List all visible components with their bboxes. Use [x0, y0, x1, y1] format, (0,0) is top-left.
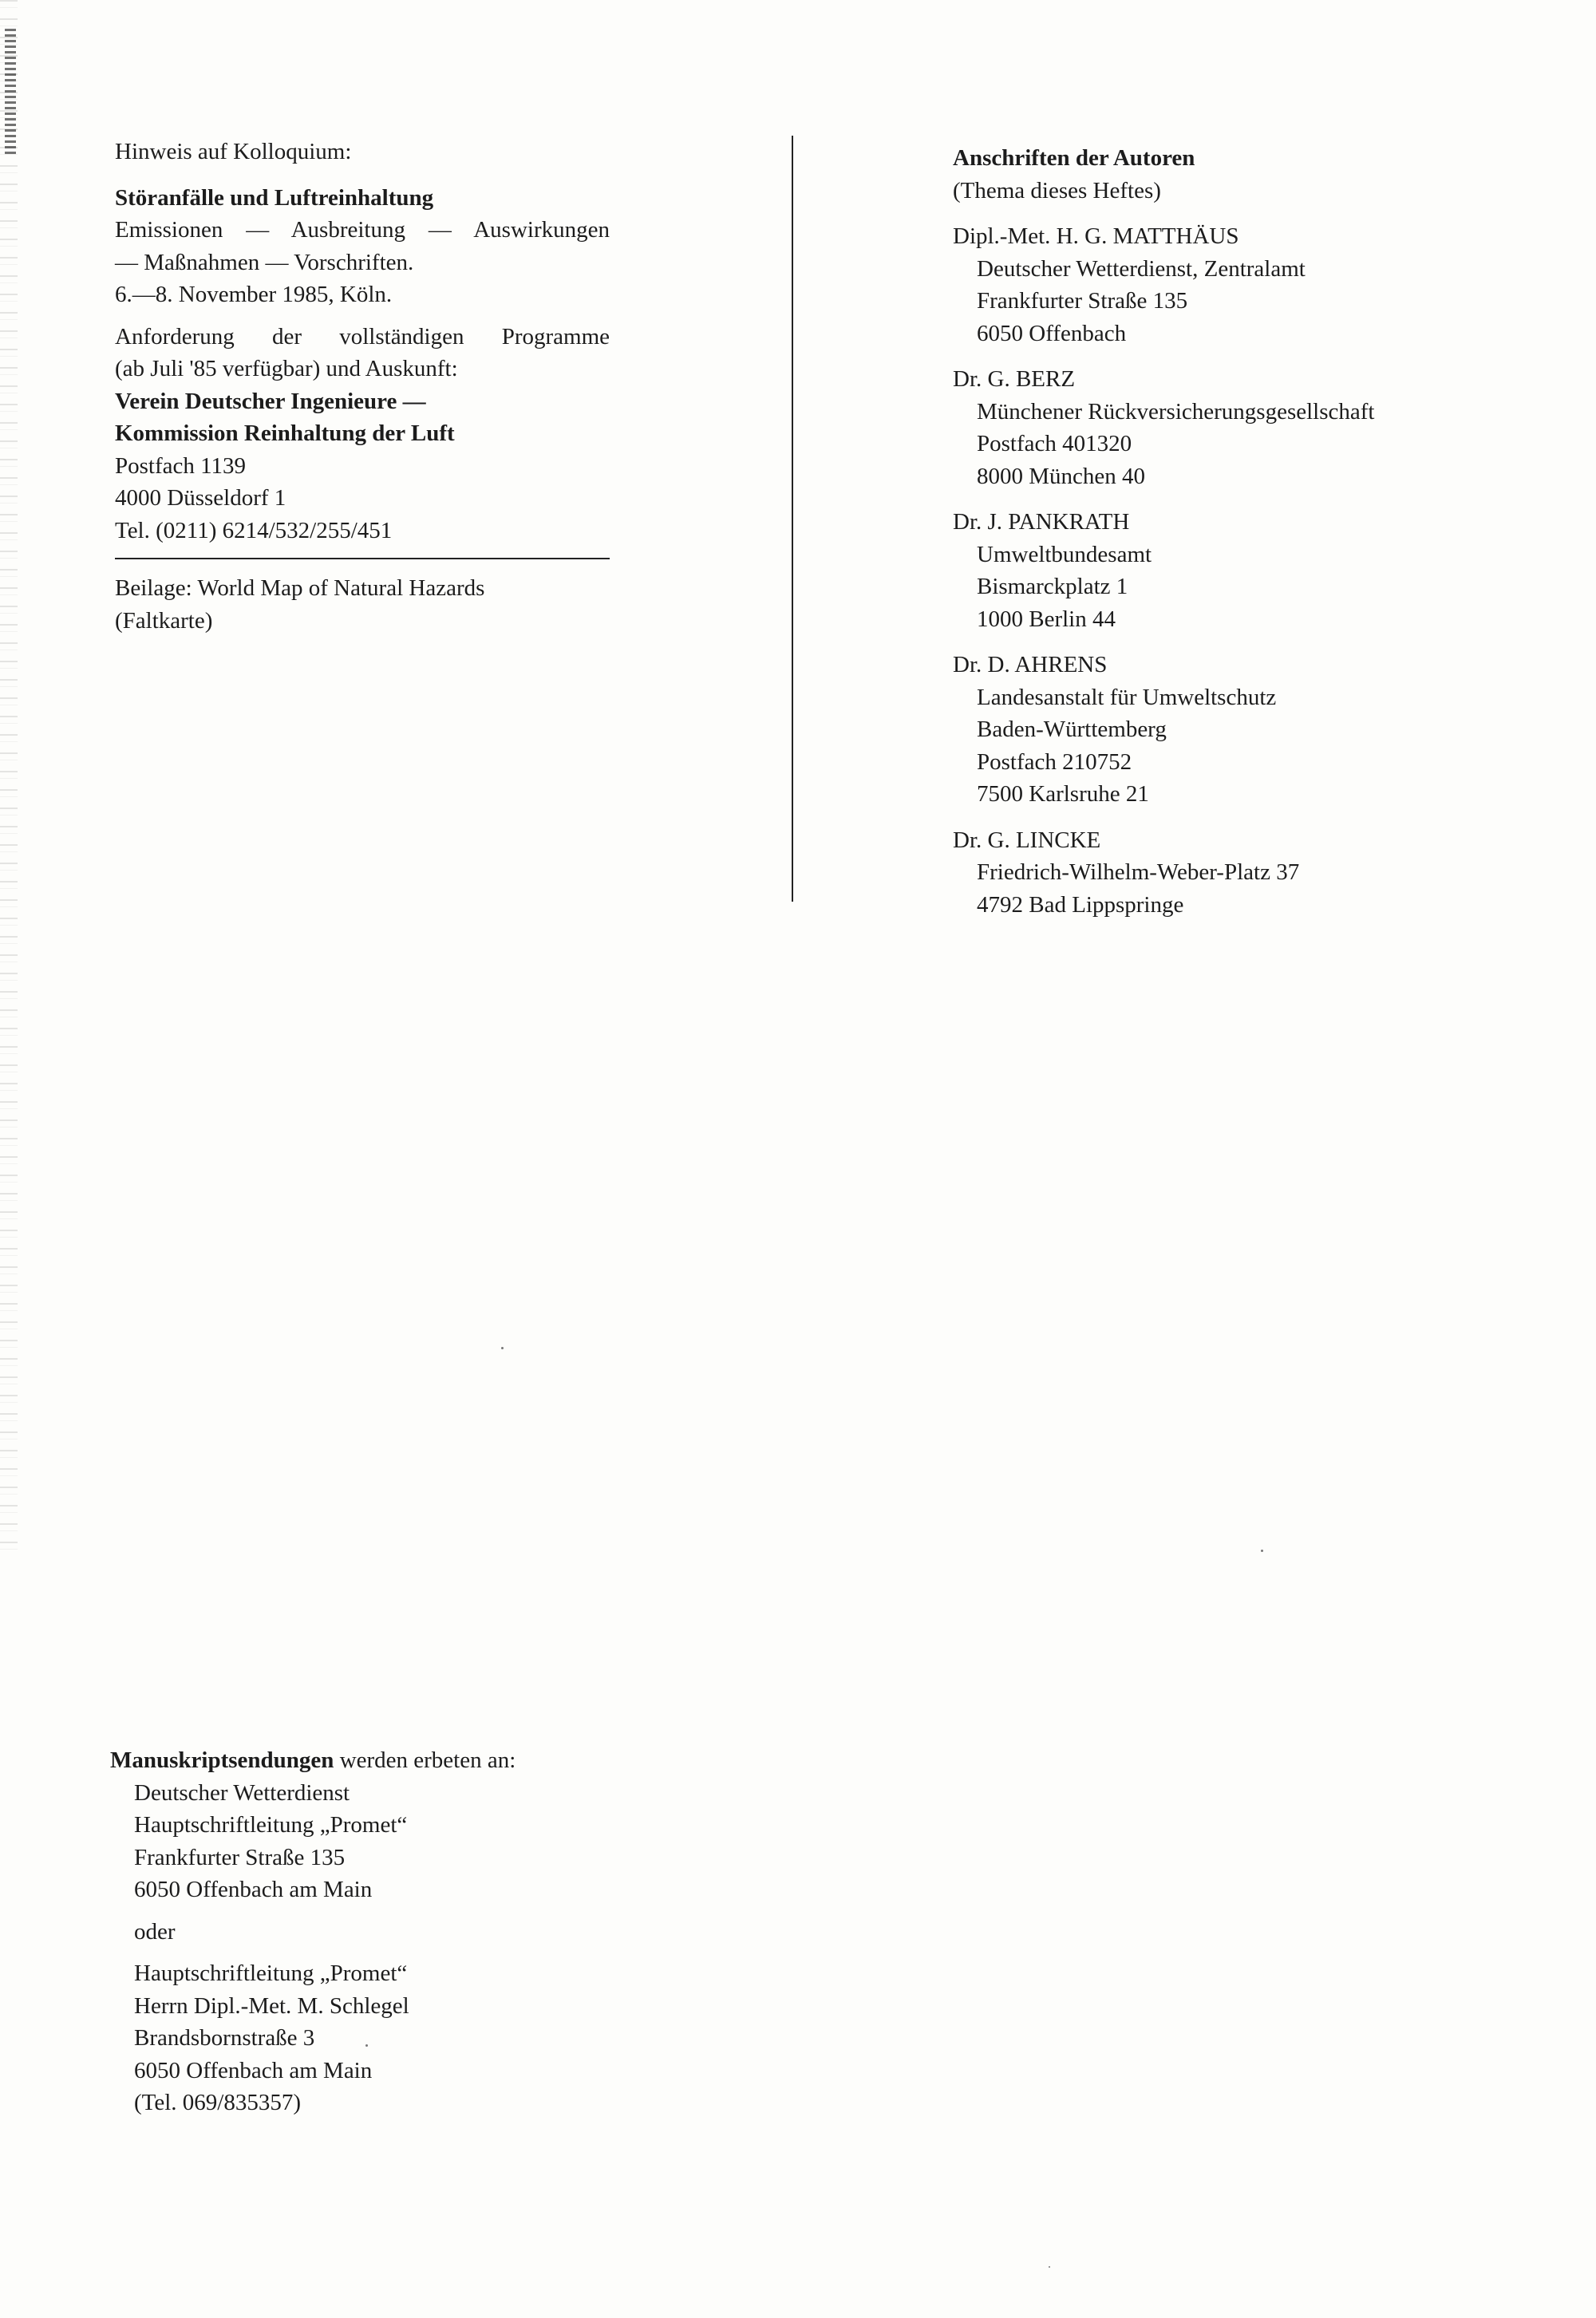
author-address-line: Münchener Rückversicherungsgesellschaft — [977, 398, 1375, 425]
author-address-line: Postfach 401320 — [977, 431, 1132, 456]
supplement-line1: Beilage: World Map of Natural Hazards — [115, 575, 485, 601]
author-address-line: Umweltbundesamt — [977, 541, 1152, 567]
manuscript-address-line: 6050 Offenbach am Main — [134, 1877, 373, 1902]
author-entry — [953, 220, 1511, 349]
author-address-line: 6050 Offenbach — [977, 320, 1127, 346]
author-name: Dipl.-Met. H. G. MATTHÄUS — [953, 223, 1239, 249]
authors-subheading: (Thema dieses Heftes) — [953, 177, 1161, 203]
author-address-line: 4792 Bad Lippspringe — [977, 891, 1184, 918]
author-address-line: Bismarckplatz 1 — [977, 574, 1128, 599]
author-address-line: Baden-Württemberg — [977, 717, 1167, 742]
manuscript-or: oder — [134, 1918, 176, 1945]
organization-phone: Tel. (0211) 6214/532/255/451 — [115, 517, 393, 543]
organization-city: 4000 Düsseldorf 1 — [115, 485, 286, 511]
author-name: Dr. D. AHRENS — [953, 652, 1108, 677]
manuscript-lead — [110, 1744, 717, 1777]
colloquium-title: Störanfälle und Luftreinhaltung — [115, 184, 434, 211]
manuscript-address-line: Brandsbornstraße 3 — [134, 2025, 315, 2051]
manuscript-address-line: Deutscher Wetterdienst — [134, 1779, 350, 1806]
scan-edge-noise-top — [5, 29, 16, 156]
author-address-line: Landesanstalt für Umweltschutz — [977, 684, 1277, 710]
supplement-line2: (Faltkarte) — [115, 607, 213, 634]
manuscript-lead-bold: Manuskriptsendungen — [110, 1747, 334, 1773]
colloquium-topics-line1: Emissionen — Ausbreitung — Auswirkungen — [115, 217, 610, 243]
manuscript-address-line: Herrn Dipl.-Met. M. Schlegel — [134, 1992, 409, 2019]
author-entry — [953, 506, 1511, 635]
author-address-line: Friedrich-Wilhelm-Weber-Platz 37 — [977, 859, 1300, 885]
scan-speck — [501, 1347, 504, 1349]
author-addresses — [953, 142, 1511, 921]
colloquium-topics-line2: — Maßnahmen — Vorschriften. — [115, 249, 414, 275]
scan-speck — [1261, 1550, 1263, 1552]
authors-heading: Anschriften der Autoren — [953, 145, 1195, 171]
author-address-line: 1000 Berlin 44 — [977, 606, 1116, 632]
colloquium-date: 6.—8. November 1985, Köln. — [115, 282, 393, 307]
horizontal-rule — [115, 558, 610, 559]
author-address-line: 7500 Karlsruhe 21 — [977, 781, 1149, 807]
manuscript-address-line: Frankfurter Straße 135 — [134, 1844, 346, 1870]
organization-line1: Verein Deutscher Ingenieure — — [115, 388, 426, 414]
author-name: Dr. G. LINCKE — [953, 827, 1101, 853]
manuscript-address-line: (Tel. 069/835357) — [134, 2090, 301, 2115]
manuscript-address-line: Hauptschriftleitung „Promet“ — [134, 1812, 408, 1838]
author-entry — [953, 363, 1511, 492]
organization-line2: Kommission Reinhaltung der Luft — [115, 421, 455, 446]
organization-postbox: Postfach 1139 — [115, 452, 247, 479]
scan-speck — [1049, 2266, 1050, 2268]
colloquium-notice — [115, 136, 610, 637]
request-line2: (ab Juli '85 verfügbar) und Auskunft: — [115, 356, 458, 381]
author-address-line: Frankfurter Straße 135 — [977, 288, 1188, 314]
author-entry — [953, 824, 1511, 922]
author-entry — [953, 649, 1511, 811]
manuscript-address-line: 6050 Offenbach am Main — [134, 2057, 373, 2083]
author-name: Dr. G. BERZ — [953, 366, 1076, 392]
colloquium-hint: Hinweis auf Kolloquium: — [115, 139, 352, 164]
manuscript-lead-rest: werden erbeten an: — [334, 1747, 516, 1773]
column-divider — [792, 136, 793, 902]
scan-edge-noise — [0, 0, 18, 1556]
author-address-line: Deutscher Wetterdienst, Zentralamt — [977, 255, 1306, 282]
author-address-line: Postfach 210752 — [977, 748, 1132, 775]
request-line1: Anforderung der vollständigen Programme — [115, 323, 610, 349]
author-address-line: 8000 München 40 — [977, 463, 1146, 489]
manuscript-submission — [110, 1744, 717, 2119]
manuscript-address-line: Hauptschriftleitung „Promet“ — [134, 1961, 408, 1986]
author-name: Dr. J. PANKRATH — [953, 509, 1130, 535]
